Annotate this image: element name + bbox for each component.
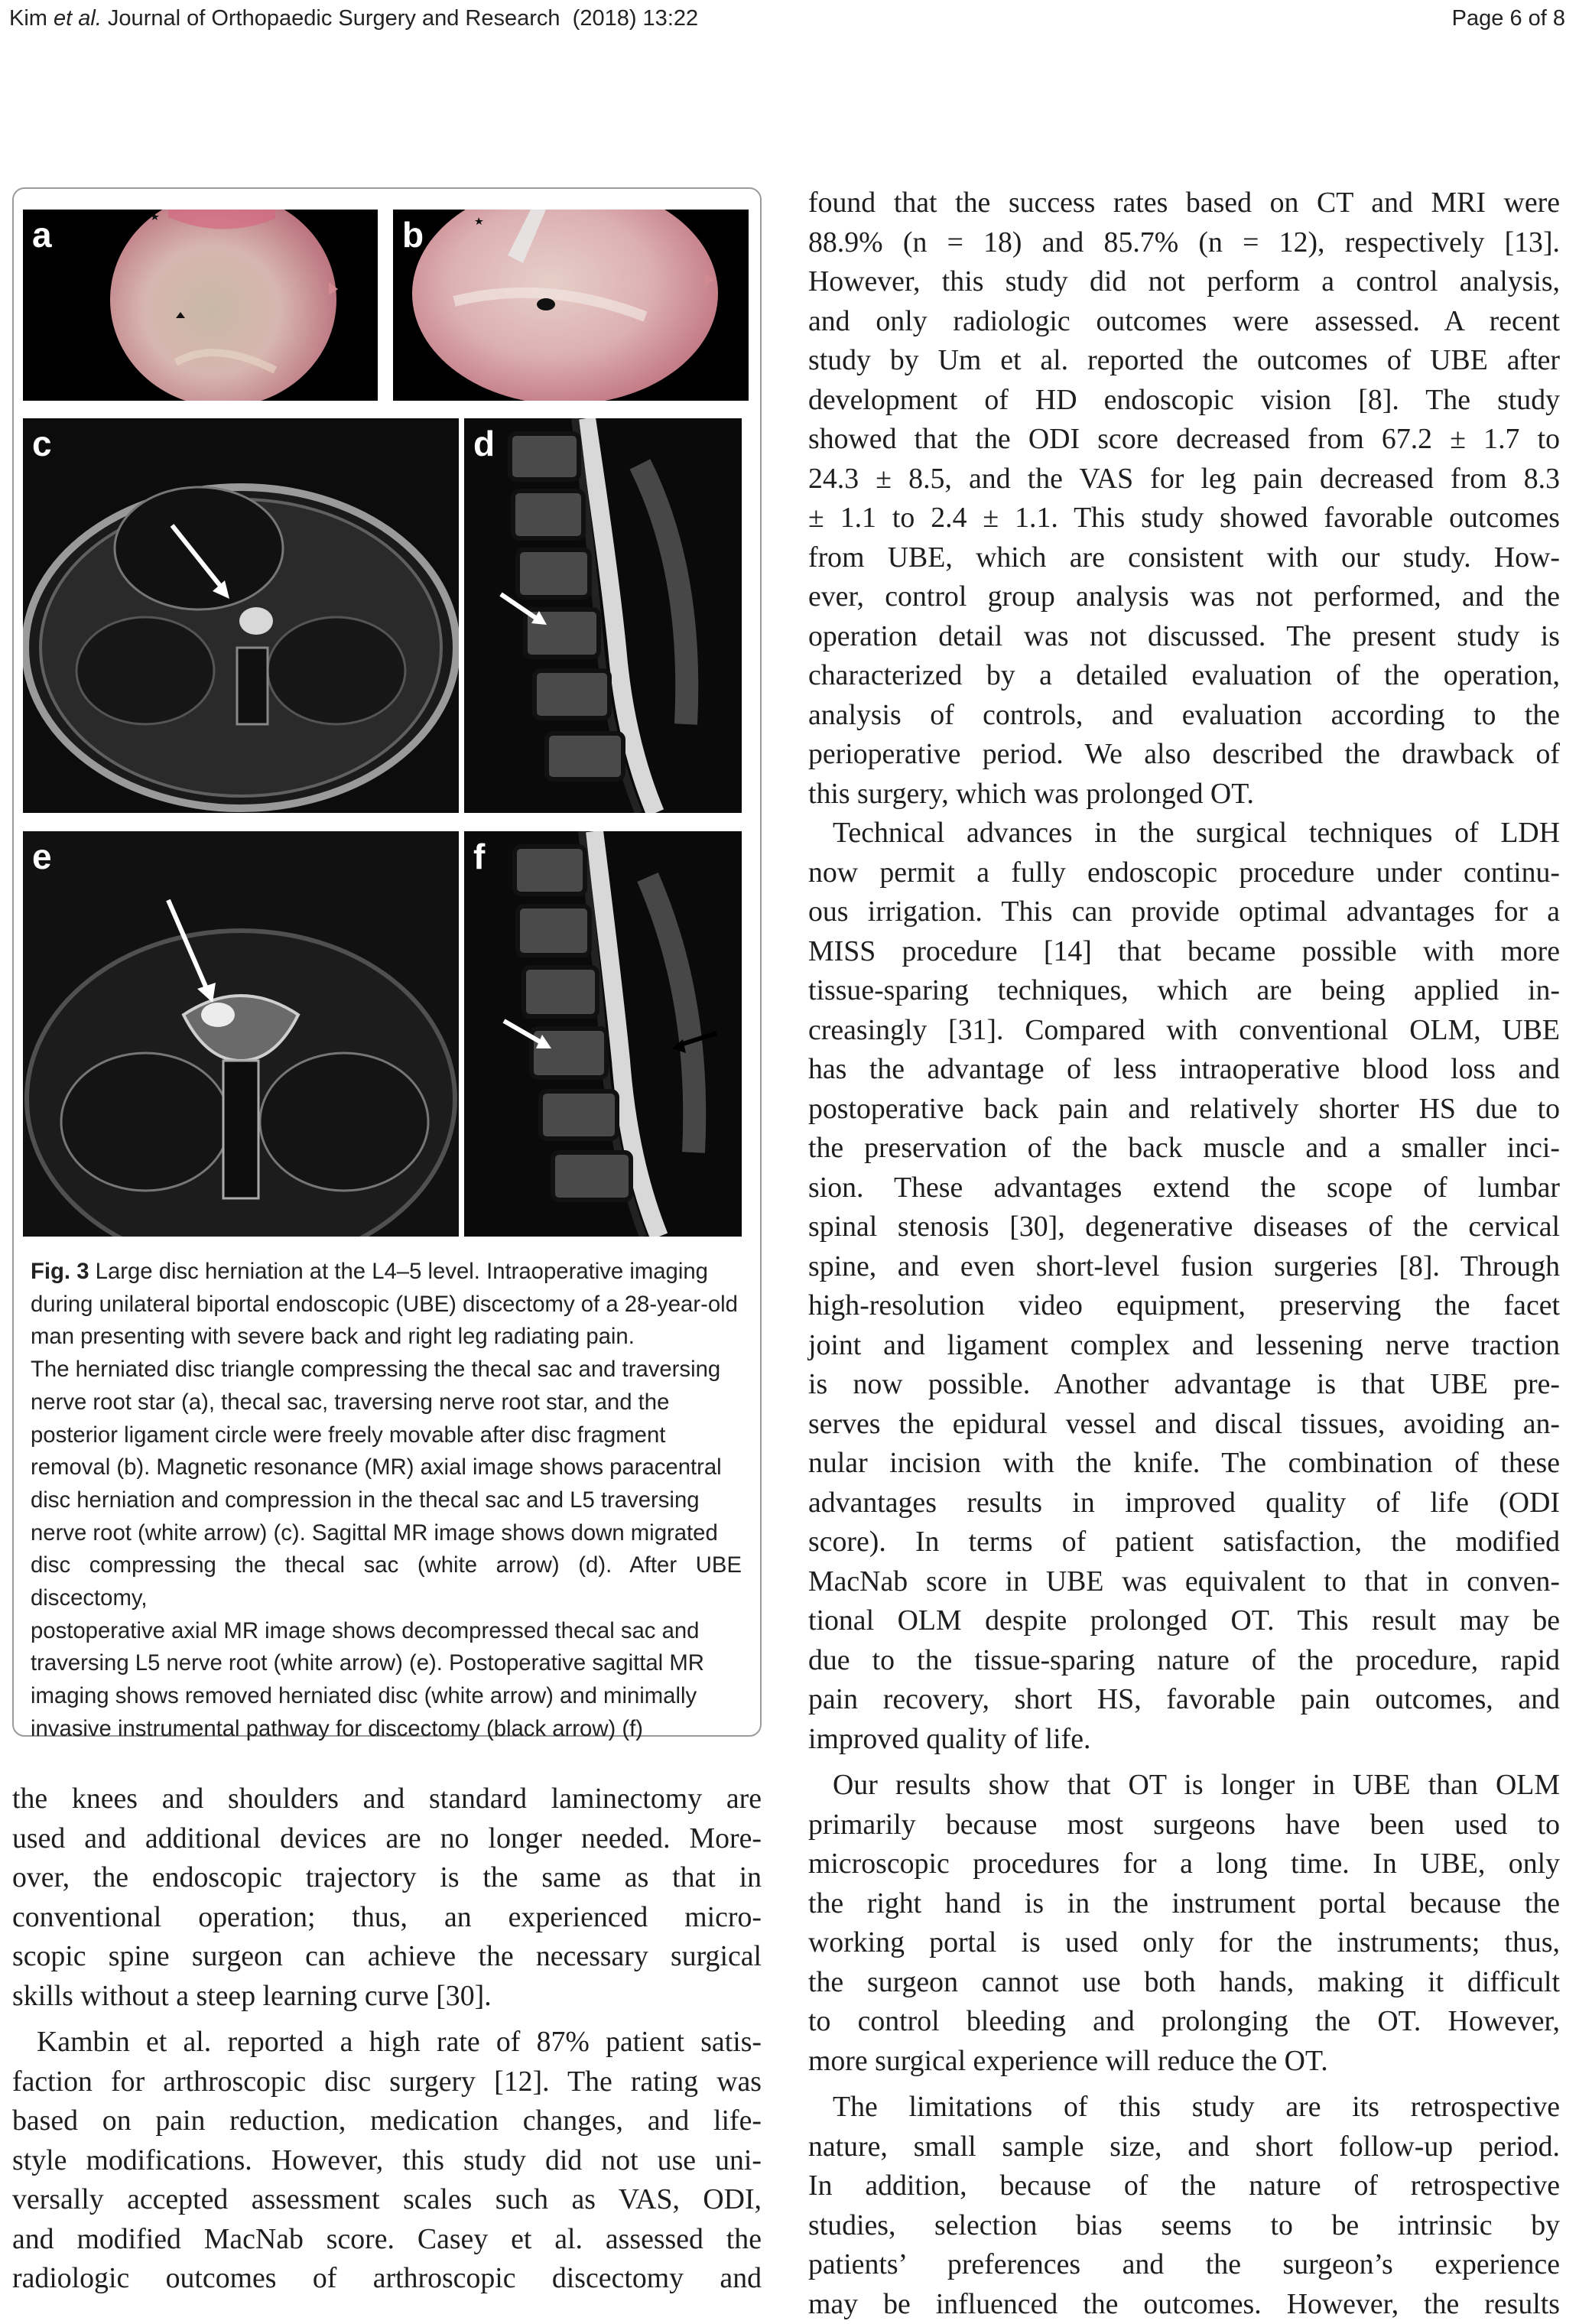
text-line: the preservation of the back muscle and a smaller inci- bbox=[808, 1129, 1560, 1169]
right-column bbox=[808, 184, 1560, 2324]
text-line: over, the endoscopic trajectory is the same as that in bbox=[12, 1858, 762, 1898]
text-line: the knees and shoulders and standard laminectomy are bbox=[12, 1780, 762, 1819]
text-line: skills without a steep learning curve [30]. bbox=[12, 1977, 762, 2017]
body-paragraph bbox=[12, 1780, 762, 2016]
sagittal-mr-f bbox=[464, 831, 742, 1237]
text-line: ever, control group analysis was not performed, and the bbox=[808, 577, 1560, 617]
header-author: Kim bbox=[9, 6, 54, 31]
text-line: spinal stenosis [30], degenerative diseases of the cervical bbox=[808, 1208, 1560, 1247]
text-line: now permit a fully endoscopic procedure under continu- bbox=[808, 853, 1560, 893]
text-line: score). In terms of patient satisfaction, the modified bbox=[808, 1523, 1560, 1562]
text-line: the surgeon cannot use both hands, making it difficult bbox=[808, 1963, 1560, 2003]
left-column bbox=[12, 1780, 762, 2299]
text-line: 24.3 ± 8.5, and the VAS for leg pain decreased from 8.3 bbox=[808, 460, 1560, 499]
text-line: The limitations of this study are its retrospective bbox=[808, 2088, 1560, 2127]
caption-line: disc herniation and compression in the thecal sac and L5 traversing bbox=[31, 1484, 742, 1517]
text-line: used and additional devices are no longer needed. More- bbox=[12, 1819, 762, 1859]
text-line: In addition, because of the nature of retrospective bbox=[808, 2166, 1560, 2206]
caption-fig-label: Fig. 3 bbox=[31, 1259, 89, 1284]
text-line: may be influenced the outcomes. However, the results bbox=[808, 2285, 1560, 2324]
text-line: from UBE, which are consistent with our study. How- bbox=[808, 538, 1560, 578]
panel-e-axial-mr-image bbox=[23, 831, 459, 1237]
endoscopic-view-a bbox=[23, 210, 378, 401]
header-year: (2018) 13:22 bbox=[573, 6, 698, 31]
panel-a-endoscopic-image bbox=[23, 210, 378, 401]
text-line: is now possible. Another advantage is that UBE pre- bbox=[808, 1365, 1560, 1405]
axial-mr-c bbox=[23, 418, 459, 813]
axial-mr-e bbox=[23, 831, 459, 1237]
endoscopic-view-b bbox=[393, 210, 749, 401]
text-line: microscopic procedures for a long time. In UBE, only bbox=[808, 1845, 1560, 1884]
panel-label-f: f bbox=[473, 839, 485, 874]
caption-line: disc compressing the thecal sac (white arrow) (d). After UBE discectomy, bbox=[31, 1549, 742, 1614]
text-line: serves the epidural vessel and discal tissues, avoiding an- bbox=[808, 1405, 1560, 1445]
caption-line: postoperative axial MR image shows decompressed thecal sac and bbox=[31, 1615, 742, 1648]
text-line: Our results show that OT is longer in UBE than OLM bbox=[808, 1766, 1560, 1806]
panel-label-e: e bbox=[32, 839, 52, 874]
journal-citation bbox=[9, 6, 698, 31]
sagittal-mr-d bbox=[464, 418, 742, 813]
text-line: versally accepted assessment scales such as VAS, ODI, bbox=[12, 2180, 762, 2220]
text-line: advantages results in improved quality of life (ODI bbox=[808, 1484, 1560, 1523]
text-line: joint and ligament complex and lessening nerve traction bbox=[808, 1326, 1560, 1366]
panel-f-sagittal-mr-image bbox=[464, 831, 742, 1237]
text-line: pain recovery, short HS, favorable pain outcomes, and bbox=[808, 1680, 1560, 1720]
text-line: faction for arthroscopic disc surgery [12]. The rating was bbox=[12, 2062, 762, 2102]
caption-line bbox=[31, 1256, 742, 1289]
text-line: patients’ preferences and the surgeon’s experience bbox=[808, 2245, 1560, 2285]
text-line: sion. These advantages extend the scope of lumbar bbox=[808, 1169, 1560, 1208]
text-line: ous irrigation. This can provide optimal advantages for a bbox=[808, 892, 1560, 932]
text-line: tissue-sparing techniques, which are being applied in- bbox=[808, 971, 1560, 1011]
text-line: improved quality of life. bbox=[808, 1720, 1560, 1760]
caption-line: traversing L5 nerve root (white arrow) (e). Postoperative sagittal MR bbox=[31, 1647, 742, 1680]
panel-label-b: b bbox=[402, 217, 424, 252]
caption-line: removal (b). Magnetic resonance (MR) axial image shows paracentral bbox=[31, 1451, 742, 1484]
text-line: and modified MacNab score. Casey et al. assessed the bbox=[12, 2220, 762, 2260]
text-line: However, this study did not perform a control analysis, bbox=[808, 262, 1560, 302]
text-line: conventional operation; thus, an experienced micro- bbox=[12, 1898, 762, 1938]
text-line: tional OLM despite prolonged OT. This result may be bbox=[808, 1601, 1560, 1641]
text-line: and only radiologic outcomes were assessed. A recent bbox=[808, 302, 1560, 342]
body-paragraph bbox=[808, 2088, 1560, 2324]
panel-c-axial-mr-image bbox=[23, 418, 459, 813]
figure-caption bbox=[31, 1256, 742, 1746]
text-line: style modifications. However, this study did not use uni- bbox=[12, 2141, 762, 2181]
text-line: operation detail was not discussed. The present study is bbox=[808, 617, 1560, 657]
text-line: MISS procedure [14] that became possible with more bbox=[808, 932, 1560, 972]
text-line: due to the tissue-sparing nature of the procedure, rapid bbox=[808, 1641, 1560, 1681]
text-line: has the advantage of less intraoperative blood loss and bbox=[808, 1050, 1560, 1090]
text-line: more surgical experience will reduce the OT. bbox=[808, 2042, 1560, 2082]
caption-text: Large disc herniation at the L4–5 level. Intraoperative imaging bbox=[89, 1259, 708, 1284]
text-line: radiologic outcomes of arthroscopic discectomy and bbox=[12, 2259, 762, 2299]
caption-line: man presenting with severe back and right leg radiating pain. bbox=[31, 1321, 742, 1354]
text-line: studies, selection bias seems to be intrinsic by bbox=[808, 2206, 1560, 2246]
text-line: to control bleeding and prolonging the OT. However, bbox=[808, 2002, 1560, 2042]
caption-line: imaging shows removed herniated disc (white arrow) and minimally bbox=[31, 1680, 742, 1713]
panel-b-endoscopic-image bbox=[393, 210, 749, 401]
panel-label-c: c bbox=[32, 426, 52, 461]
text-line: Kambin et al. reported a high rate of 87% patient satis- bbox=[12, 2023, 762, 2062]
text-line: creasingly [31]. Compared with conventional OLM, UBE bbox=[808, 1011, 1560, 1051]
text-line: nature, small sample size, and short follow-up period. bbox=[808, 2127, 1560, 2167]
text-line: high-resolution video equipment, preserving the facet bbox=[808, 1286, 1560, 1326]
text-line: perioperative period. We also described the drawback of bbox=[808, 735, 1560, 775]
text-line: scopic spine surgeon can achieve the necessary surgical bbox=[12, 1937, 762, 1977]
text-line: characterized by a detailed evaluation of the operation, bbox=[808, 656, 1560, 696]
text-line: development of HD endoscopic vision [8]. The study bbox=[808, 381, 1560, 421]
text-line: showed that the ODI score decreased from 67.2 ± 1.7 to bbox=[808, 420, 1560, 460]
text-line: spine, and even short-level fusion surgeries [8]. Through bbox=[808, 1247, 1560, 1287]
text-line: working portal is used only for the instruments; thus, bbox=[808, 1923, 1560, 1963]
panel-label-a: a bbox=[32, 217, 52, 252]
caption-line: nerve root (white arrow) (c). Sagittal MR image shows down migrated bbox=[31, 1517, 742, 1550]
panel-label-d: d bbox=[473, 426, 495, 461]
panel-d-sagittal-mr-image bbox=[464, 418, 742, 813]
caption-line: during unilateral biportal endoscopic (UBE) discectomy of a 28-year-old bbox=[31, 1289, 742, 1321]
text-line: this surgery, which was prolonged OT. bbox=[808, 775, 1560, 814]
body-paragraph bbox=[12, 2023, 762, 2299]
text-line: 88.9% (n = 18) and 85.7% (n = 12), respectively [13]. bbox=[808, 223, 1560, 263]
text-line: ± 1.1 to 2.4 ± 1.1. This study showed favorable outcomes bbox=[808, 499, 1560, 538]
text-line: nular incision with the knife. The combination of these bbox=[808, 1444, 1560, 1484]
header-etal: et al. bbox=[54, 6, 102, 31]
caption-line: nerve root star (a), thecal sac, traversing nerve root star, and the bbox=[31, 1386, 742, 1419]
body-paragraph bbox=[808, 184, 1560, 814]
running-header bbox=[9, 6, 1565, 37]
text-line: the right hand is in the instrument portal because the bbox=[808, 1884, 1560, 1924]
caption-line: posterior ligament circle were freely movable after disc fragment bbox=[31, 1419, 742, 1452]
caption-line: invasive instrumental pathway for discectomy (black arrow) (f) bbox=[31, 1713, 742, 1746]
text-line: study by Um et al. reported the outcomes of UBE after bbox=[808, 341, 1560, 381]
body-paragraph bbox=[808, 1766, 1560, 2081]
text-line: MacNab score in UBE was equivalent to that in conven- bbox=[808, 1562, 1560, 1602]
figure-3 bbox=[12, 187, 762, 1737]
caption-line: The herniated disc triangle compressing the thecal sac and traversing bbox=[31, 1354, 742, 1386]
page-number: Page 6 of 8 bbox=[1452, 6, 1565, 31]
text-line: postoperative back pain and relatively shorter HS due to bbox=[808, 1090, 1560, 1129]
text-line: found that the success rates based on CT and MRI were bbox=[808, 184, 1560, 223]
body-paragraph bbox=[808, 814, 1560, 1759]
text-line: based on pain reduction, medication changes, and life- bbox=[12, 2101, 762, 2141]
text-line: analysis of controls, and evaluation according to the bbox=[808, 696, 1560, 736]
header-journal: Journal of Orthopaedic Surgery and Research bbox=[102, 6, 560, 31]
text-line: primarily because most surgeons have been used to bbox=[808, 1806, 1560, 1845]
text-line: Technical advances in the surgical techniques of LDH bbox=[808, 814, 1560, 853]
